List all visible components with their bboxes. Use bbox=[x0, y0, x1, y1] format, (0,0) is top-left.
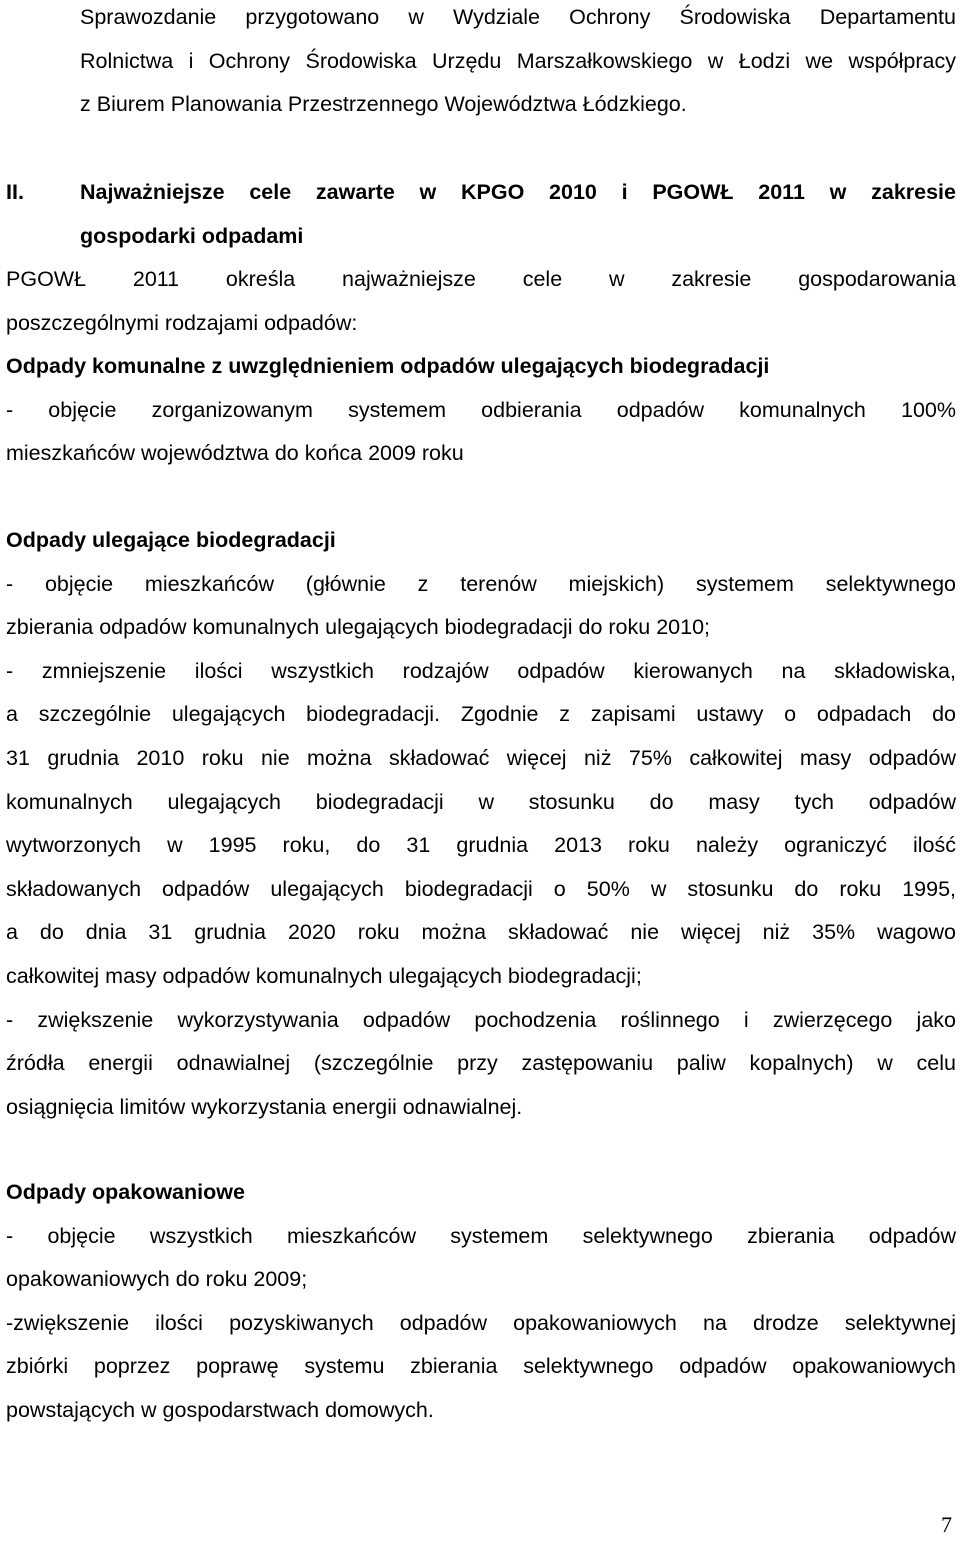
text-line: 31 grudnia 2010 roku nie można składować więcej niż 75% całkowitej masy odpadów bbox=[6, 745, 956, 770]
text-line: Najważniejsze cele zawarte w KPGO 2010 i PGOWŁ 2011 w zakresie bbox=[80, 180, 956, 204]
text-line: osiągnięcia limitów wykorzystania energii odnawialnej. bbox=[6, 1094, 523, 1119]
text-line: komunalnych ulegających biodegradacji w stosunku do masy tych odpadów bbox=[6, 789, 956, 814]
subsection-heading: Odpady opakowaniowe bbox=[6, 1180, 245, 1204]
communal-waste-section bbox=[6, 345, 956, 476]
text-line: powstających w gospodarstwach domowych. bbox=[6, 1397, 434, 1422]
text-line: PGOWŁ 2011 określa najważniejsze cele w zakresie gospodarowania bbox=[6, 267, 956, 291]
text-line: poszczególnymi rodzajami odpadów: bbox=[6, 310, 358, 335]
text-line: -zwiększenie ilości pozyskiwanych odpadów opakowaniowych na drodze selektywnej bbox=[6, 1310, 956, 1335]
text-line: gospodarki odpadami bbox=[80, 223, 304, 248]
text-line: Sprawozdanie przygotowano w Wydziale Ochrony Środowiska Departamentu bbox=[80, 5, 956, 29]
intro-paragraph bbox=[80, 0, 956, 127]
text-line: - objęcie mieszkańców (głównie z terenów miejskich) systemem selektywnego bbox=[6, 571, 956, 596]
text-line: mieszkańców województwa do końca 2009 roku bbox=[6, 441, 464, 466]
text-line: źródła energii odnawialnej (szczególnie przy zastępowaniu paliw kopalnych) w celu bbox=[6, 1051, 956, 1076]
text-line: wytworzonych w 1995 roku, do 31 grudnia 2013 roku należy ograniczyć ilość bbox=[6, 833, 956, 858]
text-line: opakowaniowych do roku 2009; bbox=[6, 1267, 308, 1292]
packaging-waste-section bbox=[6, 1171, 956, 1433]
text-line: z Biurem Planowania Przestrzennego Województwa Łódzkiego. bbox=[80, 92, 687, 117]
subsection-heading: Odpady ulegające biodegradacji bbox=[6, 528, 336, 552]
page-number: 7 bbox=[941, 1512, 952, 1537]
text-line: zbiórki poprzez poprawę systemu zbierania selektywnego odpadów opakowaniowych bbox=[6, 1354, 956, 1379]
text-line: a do dnia 31 grudnia 2020 roku można składować nie więcej niż 35% wagowo bbox=[6, 920, 956, 945]
text-line: - zwiększenie wykorzystywania odpadów pochodzenia roślinnego i zwierzęcego jako bbox=[6, 1007, 956, 1032]
section-title bbox=[80, 171, 956, 258]
text-line: - objęcie wszystkich mieszkańców systemem selektywnego zbierania odpadów bbox=[6, 1223, 956, 1248]
lead-paragraph bbox=[6, 258, 956, 345]
text-line: - objęcie zorganizowanym systemem odbierania odpadów komunalnych 100% bbox=[6, 397, 956, 422]
text-line: a szczególnie ulegających biodegradacji. Zgodnie z zapisami ustawy o odpadach do bbox=[6, 702, 956, 727]
text-line: całkowitej masy odpadów komunalnych ulegających biodegradacji; bbox=[6, 963, 642, 988]
text-line: Rolnictwa i Ochrony Środowiska Urzędu Marszałkowskiego w Łodzi we współpracy bbox=[80, 48, 956, 73]
subsection-heading: Odpady komunalne z uwzględnieniem odpadów ulegających biodegradacji bbox=[6, 354, 770, 378]
text-line: zbierania odpadów komunalnych ulegających biodegradacji do roku 2010; bbox=[6, 615, 710, 640]
biodegradable-waste-section bbox=[6, 519, 956, 1129]
text-line: - zmniejszenie ilości wszystkich rodzajów odpadów kierowanych na składowiska, bbox=[6, 658, 956, 683]
text-line: składowanych odpadów ulegających biodegradacji o 50% w stosunku do roku 1995, bbox=[6, 876, 956, 901]
section-number: II. bbox=[6, 180, 24, 204]
